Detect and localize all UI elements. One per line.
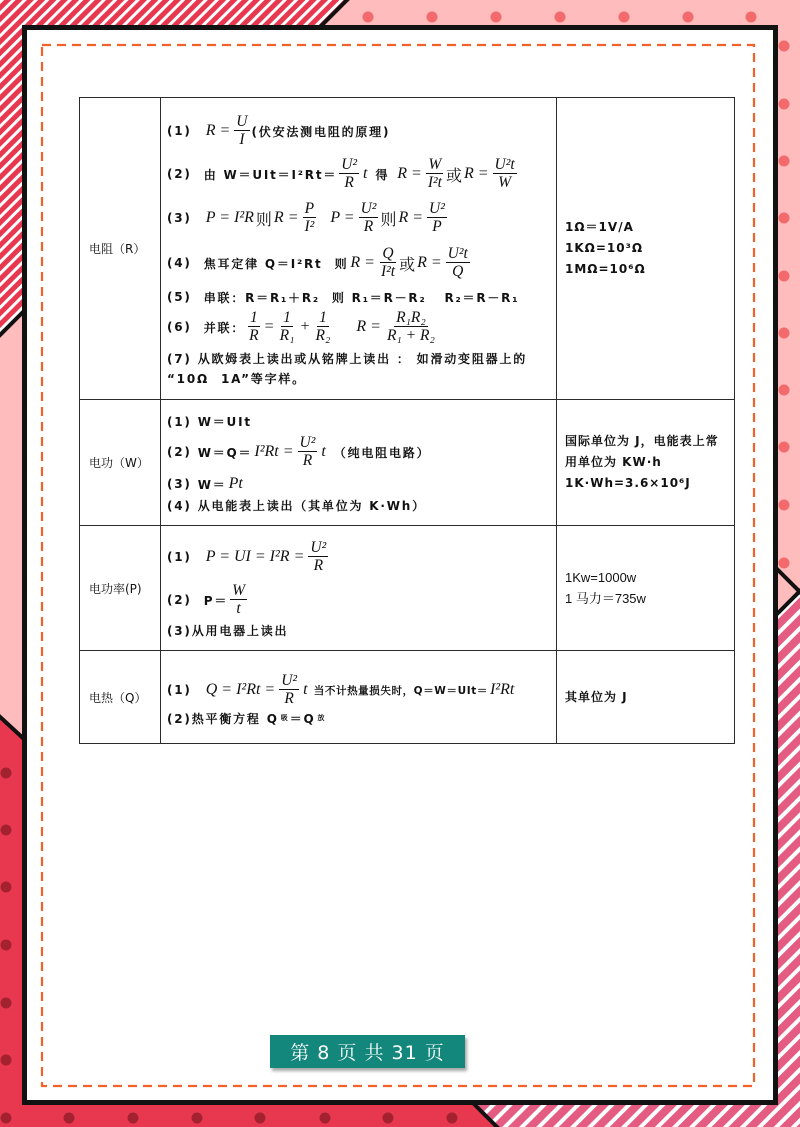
- fraction-denominator: I: [239, 131, 245, 148]
- table-row-work: [80, 399, 734, 525]
- fraction: [426, 156, 444, 192]
- math-text: 则: [380, 211, 397, 229]
- fraction-denominator: W: [498, 174, 512, 191]
- math-text: t: [321, 443, 326, 460]
- fraction: [379, 245, 397, 281]
- formula-text: 并联：: [203, 320, 246, 335]
- units-cell: [557, 400, 734, 525]
- formula-index: (6): [167, 320, 192, 334]
- fraction-denominator: Q: [452, 263, 464, 280]
- formula-line: [167, 582, 249, 618]
- fraction: [234, 113, 249, 149]
- formula-text: 得: [369, 167, 396, 182]
- math-text: P =: [330, 209, 355, 226]
- formula-index: (2): [167, 593, 192, 607]
- formula-table: [79, 97, 735, 744]
- fraction-denominator: P: [432, 218, 442, 235]
- formula-text: 焦耳定律 Q＝I²Rt: [203, 256, 335, 271]
- fraction-numerator: U²: [310, 539, 327, 556]
- fraction-numerator: 1: [283, 309, 291, 326]
- fraction-denominator: I²: [304, 218, 315, 235]
- math-text: Pt: [228, 475, 243, 492]
- formula-text: 串联：R＝R₁＋R₂ 则 R₁＝R－R₂ R₂＝R－R₁: [203, 290, 520, 305]
- fraction-numerator: Q: [382, 245, 394, 262]
- fraction-denominator: R₁: [279, 327, 295, 344]
- formula-cell: [161, 526, 556, 650]
- formula-line: [167, 476, 245, 492]
- row-label: 电功率(P): [89, 581, 142, 596]
- formula-index: (1): [167, 124, 192, 138]
- math-text: =: [264, 318, 274, 335]
- formula-line: [167, 199, 449, 237]
- unit-line: 1 马力＝735w: [565, 591, 646, 606]
- formula-text: P＝: [203, 593, 229, 608]
- math-text: P = I²R: [205, 209, 254, 226]
- units-cell: [557, 651, 734, 743]
- math-text: I²Rt =: [254, 443, 294, 460]
- formula-line: [167, 413, 252, 429]
- formula-text: 由 W＝UIt＝I²Rt＝: [203, 167, 338, 182]
- formula-cell: [161, 98, 556, 399]
- fraction-numerator: U²: [429, 200, 445, 217]
- fraction-numerator: U²: [299, 434, 316, 451]
- formula-index: (2): [167, 167, 192, 181]
- formula-cell: [161, 651, 556, 743]
- fraction-numerator: W: [428, 156, 442, 173]
- fraction-numerator: U²: [281, 672, 298, 689]
- formula-line: [167, 497, 426, 513]
- fraction: [279, 672, 299, 708]
- fraction-denominator: I²t: [427, 174, 442, 191]
- units-cell: [557, 98, 734, 399]
- fraction-denominator: t: [236, 600, 241, 617]
- fraction-denominator: I²t: [380, 263, 396, 280]
- fraction: [278, 309, 297, 345]
- fraction: [493, 156, 517, 192]
- formula-line: [167, 710, 327, 726]
- math-text: R =: [417, 254, 442, 271]
- fraction-denominator: R: [302, 452, 313, 469]
- formula-line: [167, 112, 390, 150]
- math-text: t: [363, 165, 368, 182]
- math-text: R =: [350, 254, 375, 271]
- fraction: [308, 539, 328, 575]
- fraction: [446, 245, 470, 281]
- fraction: [298, 434, 318, 470]
- table-row-heat: [80, 650, 734, 743]
- formula-note: (伏安法测电阻的原理): [251, 124, 391, 139]
- fraction-numerator: U²t: [494, 156, 515, 173]
- math-text: R =: [205, 122, 231, 139]
- table-row-power: [80, 525, 734, 650]
- unit-line: 国际单位为 J，电能表上常: [565, 434, 719, 448]
- formula-text: (2)热平衡方程 Q: [167, 711, 279, 726]
- fraction-numerator: 1: [249, 309, 258, 326]
- unit-line: 1Ω＝1V/A: [565, 220, 634, 234]
- math-text: R =: [398, 209, 424, 226]
- subscript: 放: [317, 714, 325, 722]
- formula-index: (1): [167, 683, 192, 697]
- math-text: R =: [273, 209, 299, 226]
- row-label: 电功（W）: [89, 456, 149, 470]
- formula-line: [167, 432, 430, 472]
- math-text: Q = I²Rt =: [205, 681, 276, 698]
- formula-index: (2): [167, 445, 192, 459]
- formula-line: [167, 307, 439, 347]
- formula-line: [167, 370, 306, 386]
- formula-line: [167, 537, 330, 577]
- math-text: 或: [445, 167, 462, 185]
- formula-index: (3): [167, 211, 192, 225]
- math-text: t: [303, 681, 308, 698]
- formula-cell: [161, 400, 556, 525]
- formula-text: (4) 从电能表上读出（其单位为 K·Wh）: [167, 498, 426, 513]
- fraction-numerator: U²: [360, 200, 377, 217]
- subscript: 吸: [280, 714, 288, 722]
- fraction-denominator: R₁ + R₂: [386, 327, 435, 344]
- fraction: [359, 200, 379, 236]
- fraction: [230, 582, 247, 618]
- math-text: R =: [397, 165, 422, 182]
- formula-text: (7) 从欧姆表上读出或从铭牌上读出 ： 如滑动变阻器上的: [167, 351, 528, 366]
- fraction: [314, 309, 333, 345]
- unit-line: 1K·Wh=3.6×10⁶J: [565, 476, 691, 490]
- table-row-resistance: [80, 98, 734, 399]
- math-text: 则: [255, 211, 272, 229]
- units-cell: [557, 526, 734, 650]
- formula-line: [167, 622, 288, 638]
- formula-text: W＝: [197, 477, 227, 492]
- formula-text: (3)从用电器上读出: [167, 623, 289, 638]
- formula-index: (1): [167, 550, 192, 564]
- fraction-denominator: R: [249, 327, 259, 344]
- formula-index: (3): [167, 477, 192, 491]
- formula-text: 当不计热量损失时，Q＝W＝UIt＝: [309, 684, 488, 697]
- math-text: 或: [399, 256, 416, 274]
- unit-line: 其单位为 J: [565, 689, 628, 704]
- fraction-numerator: P: [304, 200, 315, 217]
- fraction: [427, 200, 447, 236]
- fraction-numerator: U: [236, 113, 248, 130]
- math-text: I²Rt: [489, 681, 515, 698]
- row-label: 电阻（R）: [89, 242, 146, 256]
- math-text: R =: [356, 318, 381, 335]
- unit-line: 1MΩ=10⁶Ω: [565, 262, 646, 276]
- formula-text: 则: [334, 256, 349, 271]
- formula-text: (1) W＝UIt: [167, 414, 252, 429]
- fraction-numerator: 1: [319, 309, 327, 326]
- row-label: 电热（Q）: [89, 690, 147, 705]
- formula-text: ＝Q: [289, 711, 316, 726]
- fraction-denominator: R: [284, 690, 294, 707]
- formula-text: “10Ω 1A”等字样。: [167, 371, 306, 386]
- formula-index: (4): [167, 256, 192, 270]
- unit-line: 1Kw=1000w: [565, 570, 637, 585]
- unit-line: 1KΩ=10³Ω: [565, 241, 644, 255]
- math-text: P = UI = I²R =: [205, 548, 305, 565]
- math-text: +: [300, 318, 310, 335]
- fraction-numerator: U²t: [447, 245, 468, 262]
- formula-line: [167, 244, 472, 282]
- fraction-numerator: R₁R₂: [396, 309, 426, 326]
- formula-index: (5): [167, 290, 192, 304]
- fraction-numerator: U²: [341, 156, 358, 173]
- formula-line: [167, 670, 516, 710]
- fraction: [303, 200, 317, 236]
- fraction-denominator: R₂: [315, 327, 331, 344]
- formula-line: [167, 350, 527, 366]
- fraction: [339, 156, 359, 192]
- fraction-numerator: W: [232, 582, 246, 599]
- unit-line: 用单位为 KW·h: [565, 455, 662, 469]
- fraction: [247, 309, 260, 345]
- fraction: [385, 309, 437, 345]
- formula-line: [167, 155, 519, 193]
- formula-text: W＝Q＝: [197, 445, 253, 460]
- fraction-denominator: R: [344, 174, 354, 191]
- math-text: R =: [463, 165, 489, 182]
- page-indicator: 第 8 页 共 31 页: [270, 1035, 465, 1068]
- fraction-denominator: R: [363, 218, 374, 235]
- fraction-denominator: R: [313, 557, 324, 574]
- formula-line: [167, 289, 519, 305]
- formula-note: （纯电阻电路）: [327, 445, 431, 460]
